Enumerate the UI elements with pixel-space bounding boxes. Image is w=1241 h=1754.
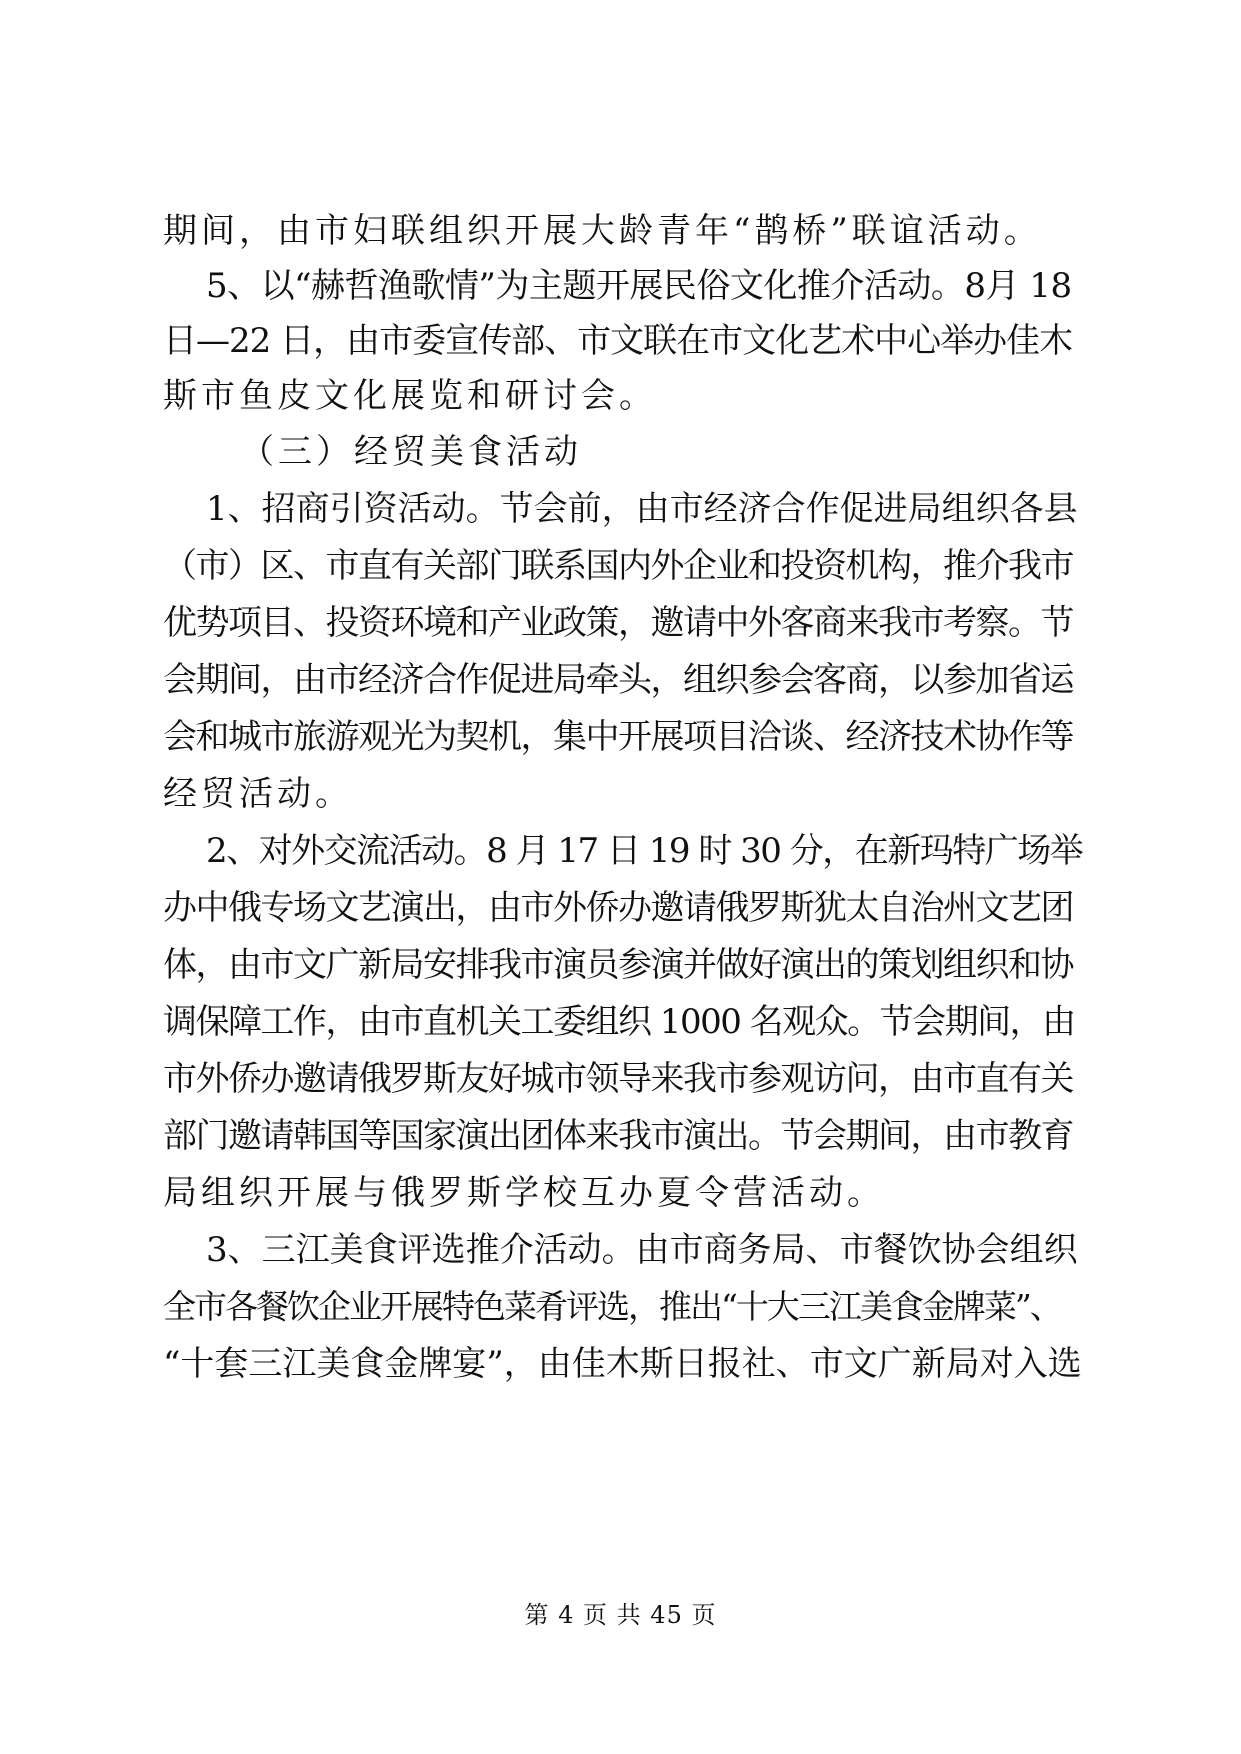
text-line: 5、以“赫哲渔歌情”为主题开展民俗文化推介活动。8月 18 [206, 266, 1072, 306]
text-line: 部门邀请韩国等国家演出团体来我市演出。节会期间，由市教育 [163, 1116, 1073, 1156]
text-line: 经贸活动。 [163, 774, 353, 814]
page-number-footer: 第 4 页 共 45 页 [524, 1601, 717, 1629]
text-line: 体，由市文广新局安排我市演员参演并做好演出的策划组织和协 [163, 945, 1073, 985]
text-line: 局组织开展与俄罗斯学校互办夏令营活动。 [163, 1173, 885, 1213]
section-heading: （三）经贸美食活动 [240, 432, 582, 472]
text-line: 调保障工作，由市直机关工委组织 1000 名观众。节会期间，由 [163, 1002, 1075, 1042]
text-line: 日—22 日，由市委宣传部、市文联在市文化艺术中心举办佳木 [163, 321, 1073, 361]
text-line: 会期间，由市经济合作促进局牵头，组织参会客商，以参加省运 [163, 660, 1073, 700]
text-line: 1、招商引资活动。节会前，由市经济合作促进局组织各县 [206, 489, 1078, 529]
text-line: 办中俄专场文艺演出，由市外侨办邀请俄罗斯犹太自治州文艺团 [163, 888, 1073, 928]
text-line: 2、对外交流活动。8 月 17 日 19 时 30 分，在新玛特广场举 [206, 831, 1083, 871]
text-line: 市外侨办邀请俄罗斯友好城市领导来我市参观访问，由市直有关 [163, 1059, 1073, 1099]
text-line: （市）区、市直有关部门联系国内外企业和投资机构，推介我市 [163, 546, 1073, 586]
text-line: 会和城市旅游观光为契机，集中开展项目洽谈、经济技术协作等 [163, 717, 1073, 757]
text-line: 3、三江美食评选推介活动。由市商务局、市餐饮协会组织 [206, 1230, 1078, 1270]
text-line: 期间，由市妇联组织开展大龄青年“鹊桥”联谊活动。 [163, 211, 1042, 251]
text-line: 全市各餐饮企业开展特色菜肴评选，推出“十大三江美食金牌菜”、 [163, 1287, 1061, 1326]
text-line: 斯市鱼皮文化展览和研讨会。 [163, 376, 657, 416]
text-line: “十套三江美食金牌宴”，由佳木斯日报社、市文广新局对入选 [163, 1344, 1082, 1384]
text-line: 优势项目、投资环境和产业政策，邀请中外客商来我市考察。节 [163, 603, 1073, 643]
